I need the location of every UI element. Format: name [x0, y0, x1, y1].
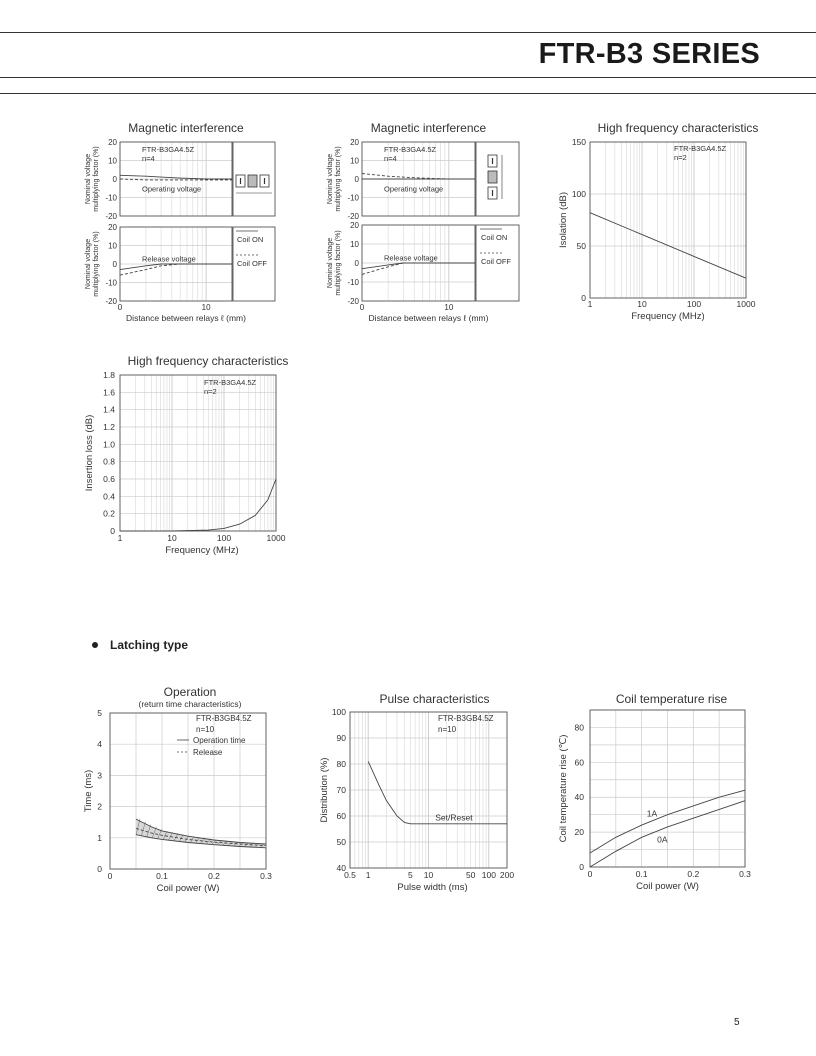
y-tick-label: 50: [576, 241, 586, 251]
series-title: FTR-B3 SERIES: [538, 38, 760, 70]
x-tick-label: 0.1: [635, 869, 648, 879]
x-tick-label: 1000: [266, 533, 286, 543]
page-number: 5: [734, 1017, 740, 1028]
y-tick-label: 10: [350, 156, 359, 166]
x-tick-label: 0.3: [260, 871, 272, 881]
y-tick-label: 20: [108, 138, 117, 147]
y-tick-label: 1.4: [103, 404, 115, 415]
insertion-loss-chart: [80, 350, 300, 565]
y-tick-label: 1.8: [103, 370, 115, 380]
y-tick-label: -10: [105, 278, 117, 288]
y-tick-label: 0: [579, 862, 584, 872]
y-tick-label: 5: [97, 708, 102, 718]
y-axis-label: multiplying factor (%): [93, 146, 100, 212]
y-tick-label: 0: [354, 259, 359, 268]
legend-label: Operation time: [193, 736, 246, 745]
y-tick-label: 20: [108, 223, 117, 232]
y-tick-label: 40: [336, 863, 346, 873]
x-tick-label: 0.1: [156, 871, 168, 881]
x-tick-label: 50: [465, 870, 476, 880]
y-tick-label: 20: [574, 827, 584, 838]
x-axis-label: Coil power (W): [636, 881, 699, 892]
curve-label: Set/Reset: [435, 812, 473, 823]
curve-label: Operating voltage: [142, 184, 202, 194]
sample-count-label: n=4: [142, 154, 155, 163]
x-tick-label: 10: [167, 533, 177, 543]
section-rule: [0, 93, 816, 94]
y-tick-label: 2: [97, 801, 102, 812]
y-tick-label: 50: [336, 837, 346, 847]
insertion-loss-curve: [120, 479, 276, 531]
x-axis-label: Distance between relays ℓ (mm): [126, 313, 246, 323]
x-tick-label: 10: [423, 870, 434, 880]
chart-title: High frequency characteristics: [127, 354, 289, 368]
model-label: FTR-B3GB4.5Z: [196, 714, 252, 723]
y-tick-label: 10: [108, 241, 117, 251]
y-tick-label: 10: [350, 240, 359, 249]
series-line-coil-off: [362, 263, 475, 274]
y-axis-label: Time (ms): [83, 769, 94, 813]
y-tick-label: 0.4: [103, 491, 115, 502]
x-axis-label: Coil power (W): [156, 883, 220, 894]
curve-label: Operating voltage: [384, 184, 444, 194]
x-tick-label: 0: [117, 303, 123, 312]
coil-temperature-chart: [550, 680, 765, 900]
legend-label: Coil ON: [237, 235, 264, 244]
x-tick-label: 1000: [736, 299, 756, 309]
y-tick-label: 0: [112, 260, 117, 269]
y-axis-label: multiplying factor (%): [93, 231, 100, 297]
isolation-chart: [548, 115, 768, 330]
y-tick-label: 0.6: [103, 474, 115, 484]
y-tick-label: 0.8: [103, 456, 115, 467]
x-tick-label: 5: [407, 870, 413, 880]
legend-label: Coil OFF: [481, 257, 511, 266]
y-tick-label: -20: [347, 297, 359, 306]
y-tick-label: 60: [336, 811, 346, 821]
y-tick-label: 0: [112, 175, 117, 184]
chart-title: Operation: [163, 685, 217, 699]
y-tick-label: 70: [336, 785, 346, 795]
series-line-coil-on: [120, 175, 232, 179]
x-tick-label: 200: [499, 870, 515, 880]
chart-subtitle: (return time characteristics): [138, 699, 242, 709]
legend-label: Coil ON: [481, 233, 508, 242]
x-tick-label: 1: [587, 299, 593, 309]
x-tick-label: 100: [686, 299, 702, 309]
chart-title: Magnetic interference: [128, 121, 244, 135]
x-tick-label: 1: [117, 533, 123, 543]
model-label: FTR-B3GA4.5Z: [142, 145, 195, 154]
y-tick-label: -20: [105, 212, 117, 221]
curve-label: Release voltage: [384, 253, 438, 263]
y-tick-label: -10: [347, 193, 359, 203]
y-tick-label: 3: [97, 770, 102, 781]
y-tick-label: 90: [336, 733, 346, 743]
y-tick-label: 60: [574, 757, 584, 768]
y-axis-label: Nominal voltage: [85, 153, 92, 205]
x-tick-label: 0.3: [739, 869, 751, 879]
legend-label: Release: [193, 748, 223, 757]
sample-count-label: n=4: [384, 154, 397, 163]
x-axis-label: Pulse width (ms): [397, 882, 468, 893]
x-tick-label: 0: [107, 871, 113, 881]
y-tick-label: 150: [571, 137, 586, 147]
x-tick-label: 0.2: [687, 869, 700, 879]
y-tick-label: 1.0: [103, 439, 115, 450]
latching-type-heading: [92, 638, 188, 652]
model-label: FTR-B3GA4.5Z: [674, 144, 727, 153]
model-label: FTR-B3GA4.5Z: [384, 145, 437, 154]
y-tick-label: 0: [97, 864, 102, 874]
x-tick-label: 10: [444, 303, 454, 312]
magnetic-interference-chart-2: [320, 115, 530, 330]
series-line-coil-off: [362, 174, 475, 180]
x-tick-label: 0.2: [208, 871, 220, 881]
chart-title: Coil temperature rise: [615, 692, 728, 706]
y-tick-label: 100: [571, 189, 586, 199]
bullet-dot: [92, 642, 98, 648]
x-axis-label: Frequency (MHz): [165, 545, 239, 556]
model-label: FTR-B3GB4.5Z: [438, 714, 494, 723]
y-axis-label: Isolation (dB): [558, 192, 569, 248]
y-tick-label: 4: [97, 739, 102, 750]
x-axis-label: Frequency (MHz): [631, 311, 705, 322]
y-axis-label: Coil temperature rise (℃): [558, 734, 569, 843]
y-tick-label: -20: [347, 212, 359, 221]
chart-title: Magnetic interference: [370, 121, 487, 135]
x-tick-label: 0.5: [344, 870, 356, 880]
y-tick-label: 0: [354, 175, 359, 184]
diagram-frame: [476, 142, 519, 216]
relay-icon: [248, 175, 257, 187]
y-axis-label: Insertion loss (dB): [84, 414, 95, 492]
y-tick-label: -10: [105, 193, 117, 203]
sample-count-label: n=2: [204, 387, 217, 396]
y-axis-label: Nominal voltage: [327, 153, 334, 205]
relay-icon: [488, 171, 497, 183]
model-label: FTR-B3GA4.5Z: [204, 378, 257, 387]
y-tick-label: -10: [347, 278, 359, 287]
magnetic-interference-chart-1: [60, 115, 300, 330]
curve-label: Release voltage: [142, 254, 196, 264]
operation-chart: [75, 680, 285, 900]
y-axis-label: multiplying factor (%): [335, 146, 342, 212]
series-label: 0A: [657, 834, 668, 845]
y-tick-label: 80: [574, 722, 584, 733]
series-line-coil-off: [120, 264, 232, 275]
y-tick-label: 0: [581, 293, 586, 303]
x-tick-label: 10: [201, 303, 211, 312]
x-tick-label: 10: [637, 299, 647, 309]
y-tick-label: 0: [110, 526, 115, 536]
x-tick-label: 0: [359, 303, 365, 312]
top-rule: [0, 32, 816, 33]
legend-label: Coil OFF: [237, 259, 267, 268]
pulse-characteristics-chart: [312, 680, 522, 900]
y-tick-label: 100: [331, 707, 346, 717]
sample-count-label: n=10: [438, 725, 457, 734]
plot-frame: [590, 142, 746, 298]
y-tick-label: 1.2: [103, 422, 115, 432]
y-tick-label: 20: [350, 138, 359, 147]
x-tick-label: 100: [481, 870, 496, 880]
sample-count-label: n=2: [674, 153, 687, 162]
latching-type-label: Latching type: [110, 638, 189, 652]
chart-title: Pulse characteristics: [379, 692, 490, 706]
x-tick-label: 0: [587, 869, 593, 879]
y-axis-label: Nominal voltage: [85, 238, 92, 290]
isolation-curve: [590, 213, 746, 279]
series-label: 1A: [646, 808, 658, 819]
y-axis-label: Nominal voltage: [327, 237, 334, 289]
x-axis-label: Distance between relays ℓ (mm): [368, 313, 489, 323]
y-axis-label: Distribution (%): [319, 757, 330, 823]
y-tick-label: 10: [108, 156, 117, 166]
chart-title: High frequency characteristics: [597, 121, 759, 135]
title-rule: [0, 77, 816, 78]
y-tick-label: 1.6: [103, 387, 115, 398]
sample-count-label: n=10: [196, 725, 215, 734]
y-tick-label: 40: [574, 792, 584, 803]
plot-frame: [120, 375, 276, 531]
y-tick-label: -20: [105, 297, 117, 306]
series-line-coil-on: [362, 263, 475, 269]
y-tick-label: 0.2: [103, 508, 115, 519]
x-tick-label: 1: [365, 870, 371, 880]
x-tick-label: 100: [216, 533, 232, 543]
y-tick-label: 1: [97, 832, 102, 843]
y-tick-label: 20: [350, 221, 359, 230]
y-axis-label: multiplying factor (%): [335, 230, 342, 296]
y-tick-label: 80: [336, 759, 346, 769]
